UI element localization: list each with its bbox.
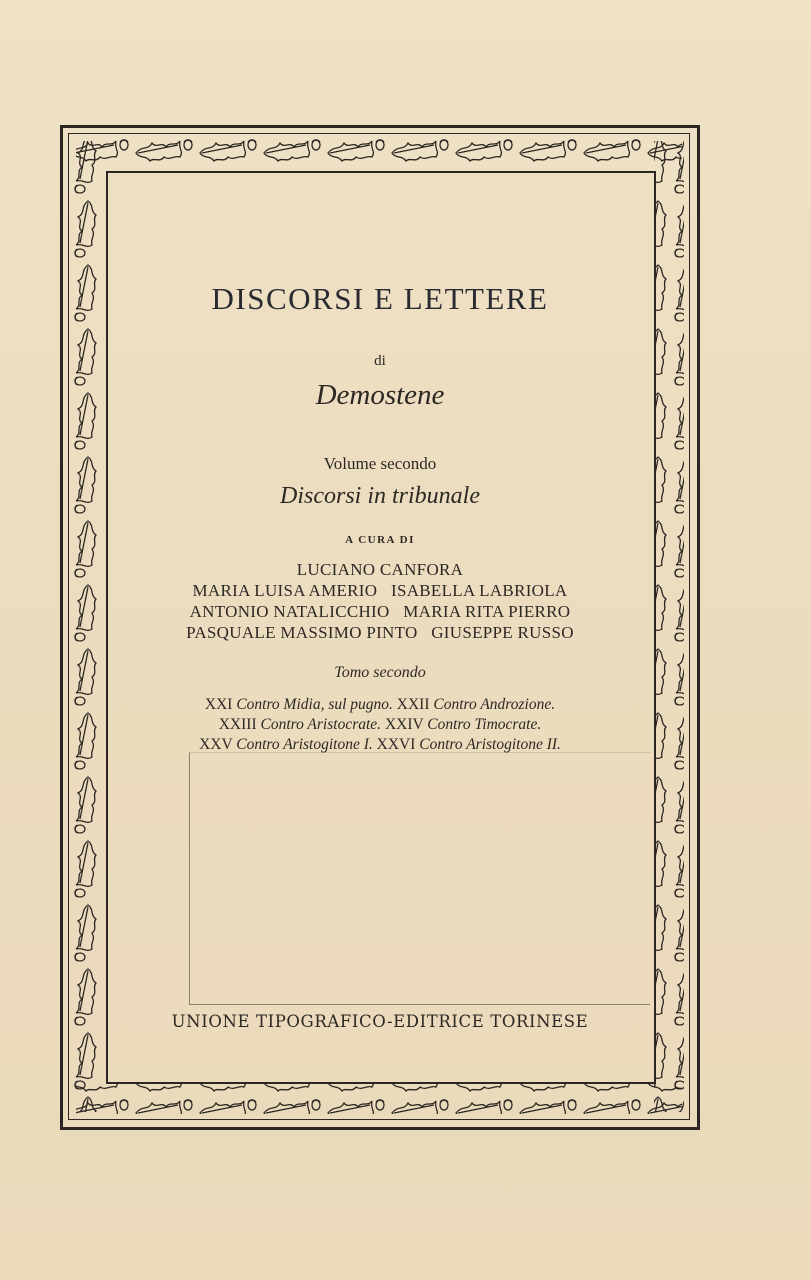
- contents-title: Contro Androzione.: [433, 696, 556, 713]
- contents-number: XXI: [204, 696, 233, 713]
- editor-line: LUCIANO CANFORA: [296, 560, 464, 579]
- title-page-content: [108, 173, 652, 1078]
- volume-subtitle: Discorsi in tribunale: [279, 483, 480, 509]
- author-name: Demostene: [315, 379, 445, 411]
- tome-label: Tomo secondo: [334, 664, 426, 681]
- contents-number: XXV: [199, 736, 233, 753]
- contents-line: [108, 696, 652, 714]
- contents-number: XXVI: [376, 736, 416, 753]
- contents-title: Contro Aristocrate.: [260, 716, 382, 733]
- editor-line: MARIA LUISA AMERIO ISABELLA LABRIOLA: [192, 581, 568, 600]
- contents-title: Contro Aristogitone II.: [419, 736, 561, 753]
- contents-title: Contro Aristogitone I.: [236, 736, 373, 753]
- editor-line: ANTONIO NATALICCHIO MARIA RITA PIERRO: [189, 602, 571, 621]
- publisher-name: UNIONE TIPOGRAFICO-EDITRICE TORINESE: [171, 1012, 589, 1031]
- contents-number: XXIV: [384, 716, 424, 733]
- contents-title: Contro Midia, sul pugno.: [236, 696, 393, 713]
- contents-title: Contro Timocrate.: [427, 716, 542, 733]
- edited-by-label: A CURA DI: [345, 534, 415, 546]
- book-title: DISCORSI E LETTERE: [211, 281, 549, 316]
- volume-label: Volume secondo: [323, 454, 437, 473]
- contents-number: XXII: [396, 696, 430, 713]
- contents-number: XXIII: [218, 716, 257, 733]
- by-label: di: [374, 353, 386, 369]
- pasted-label-outline: [189, 752, 650, 1005]
- editor-line: PASQUALE MASSIMO PINTO GIUSEPPE RUSSO: [186, 623, 574, 642]
- contents-line: [108, 716, 652, 734]
